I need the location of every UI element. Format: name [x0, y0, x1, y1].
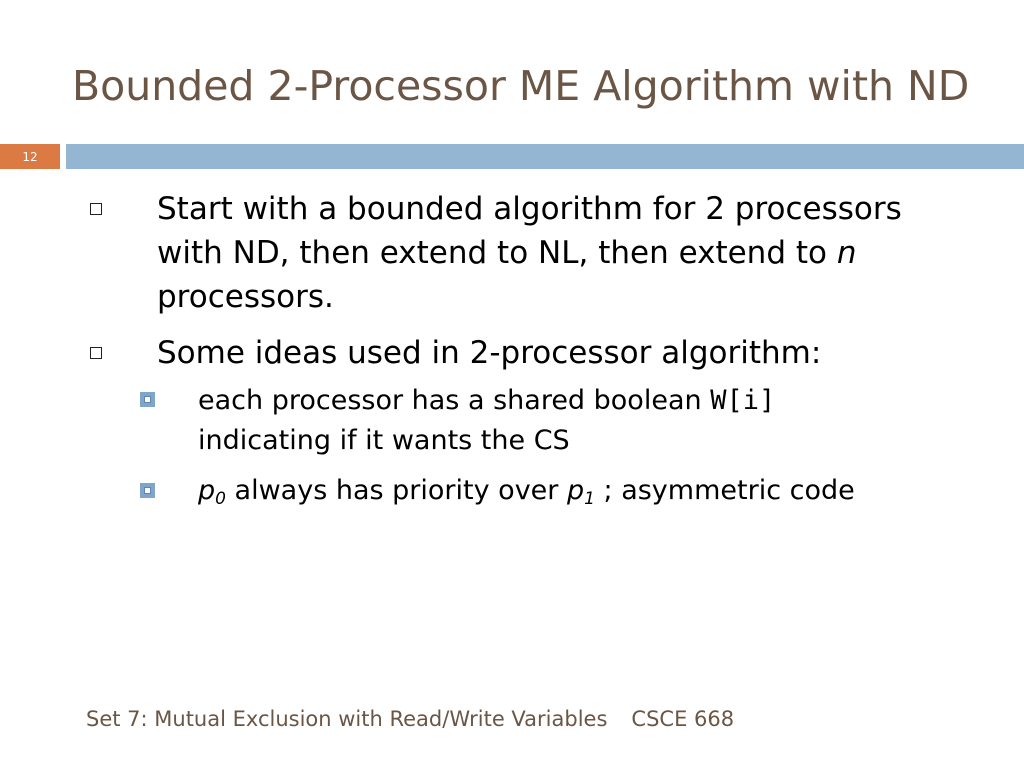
sub-bullet-item — [198, 471, 958, 519]
bullet-text: with ND, then extend to NL, then extend to — [157, 235, 837, 271]
math-var: p — [566, 475, 585, 506]
sub-bullet-line: indicating if it wants the CS — [198, 425, 570, 456]
title-accent-bar — [66, 144, 1024, 169]
bullet-item — [157, 187, 957, 319]
slide-footer — [86, 707, 734, 731]
filled-square-bullet-icon — [140, 392, 155, 407]
sub-bullet-item — [198, 381, 958, 461]
sub-bullet-line — [198, 471, 958, 519]
sub-bullet-text: ; asymmetric code — [594, 475, 855, 506]
math-var: p — [198, 475, 216, 506]
slide-number — [0, 144, 60, 169]
square-bullet-icon — [90, 347, 102, 359]
sub-bullet-text: always has priority over — [225, 475, 567, 506]
slide-number-label: 12 — [22, 149, 38, 164]
bullet-item — [157, 331, 957, 375]
sub-bullet-text: each processor has a shared boolean — [198, 385, 711, 416]
bullet-line: Start with a bounded algorithm for 2 processors — [157, 191, 902, 227]
filled-square-bullet-icon — [140, 483, 155, 498]
math-subscript: 0 — [215, 489, 226, 509]
code-text: W[i] — [710, 385, 776, 416]
bullet-line: processors. — [157, 279, 334, 315]
bullet-line — [157, 231, 957, 275]
bullet-italic-text: n — [836, 235, 857, 271]
slide-title: Bounded 2-Processor ME Algorithm with ND — [72, 62, 970, 110]
math-subscript: 1 — [584, 489, 595, 509]
bullet-line: Some ideas used in 2-processor algorithm: — [157, 335, 822, 371]
footer-course-label: CSCE 668 — [631, 707, 735, 731]
footer-set-label: Set 7: Mutual Exclusion with Read/Write Variables — [86, 707, 608, 731]
sub-bullet-line — [198, 381, 958, 421]
square-bullet-icon — [90, 203, 102, 215]
